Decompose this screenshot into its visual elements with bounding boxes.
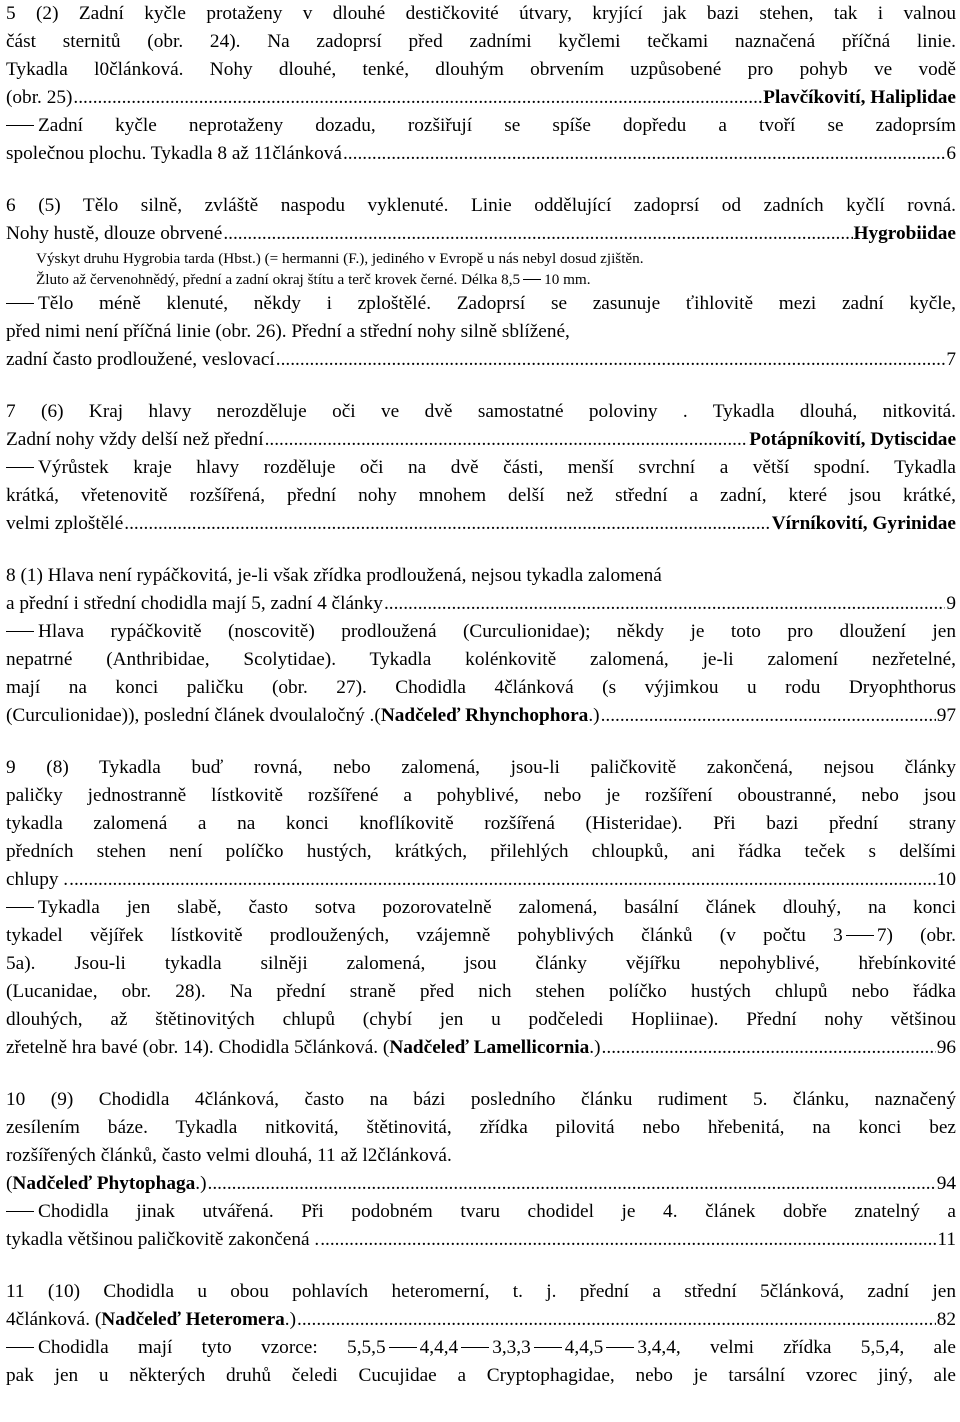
entry-result: 94: [936, 1173, 956, 1194]
leader-dots: [602, 1034, 936, 1062]
entry-result: 96: [936, 1037, 956, 1058]
line-text: Hlava rypáčkovitě (noscovitě) prodloužená (Curculionidae); někdy je toto pro dloužení jen: [38, 621, 956, 642]
text-line: část sternitů (obr. 24). Na zadoprsí před zadními kyčlemi tečkami naznačená příčná linie.: [6, 31, 956, 52]
paragraph-gap: [6, 1062, 956, 1086]
entry-text: Zadní nohy vždy delší než přední: [6, 429, 264, 450]
line-text: 4,4,4: [419, 1337, 459, 1358]
paragraph-gap: [6, 168, 956, 192]
entry-text-part: .): [589, 1037, 601, 1058]
entry-text-part: .): [284, 1309, 297, 1330]
entry-result: 6: [946, 143, 956, 164]
entry-text: tykadla většinou paličkovitě zakončená .: [6, 1229, 320, 1250]
line-text: 3,3,3: [492, 1337, 531, 1358]
leader-dots: [208, 1170, 936, 1198]
text-line: 5a). Jsou-li tykadla silněji zalomená, jsou články vějířku nepohyblivé, hřebínkovité: [6, 953, 956, 974]
text-line: 9 (8) Tykadla buď rovná, nebo zalomená, jsou-li paličkovitě zakončená, nejsou články: [6, 757, 956, 778]
text-line: [6, 290, 956, 318]
entry-text: [6, 1306, 296, 1334]
line-text: Tykadla jen slabě, často sotva pozorovatelně zalomená, basální článek dlouhý, na konci: [38, 897, 956, 918]
note-text: Žluto až červenohnědý, přední a zadní okraj štítu a terč krovek černé. Délka 8,5: [36, 271, 521, 288]
entry-result: 10: [936, 869, 956, 890]
em-dash: [606, 1347, 634, 1348]
em-dash: [6, 907, 34, 908]
entry-result: Plavčíkovití, Haliplidae: [763, 87, 956, 108]
text-line: [6, 454, 956, 482]
entry-text-part: (: [6, 1173, 13, 1194]
em-dash: [523, 279, 541, 280]
text-line: pak jen u některých druhů čeledi Cucujidae a Cryptophagidae, nebo je tarsální vzorec jiný, ale: [6, 1365, 956, 1386]
leader-dots: [601, 702, 936, 730]
entry-result: Vírníkovití, Gyrinidae: [771, 513, 956, 534]
leader-dots: [276, 346, 946, 374]
document-page: [6, 0, 956, 1390]
entry-text: [6, 1170, 207, 1198]
em-dash: [389, 1347, 417, 1348]
superfamily-name: Nadčeleď Phytophaga: [12, 1173, 196, 1194]
note-text: 10 mm.: [544, 271, 591, 288]
superfamily-name: Nadčeleď Heteromera: [101, 1309, 285, 1330]
leader-dots: [124, 510, 770, 538]
entry-result: 7: [946, 349, 956, 370]
key-entry-line: [6, 1034, 956, 1062]
entry-text: a přední i střední chodidla mají 5, zadní 4 články: [6, 593, 383, 614]
text-line: Tykadla l0článková. Nohy dlouhé, tenké, dlouhým obrvením uzpůsobené pro pohyb ve vodě: [6, 59, 956, 80]
superfamily-name: Nadčeleď Lamellicornia: [389, 1037, 590, 1058]
leader-dots: [384, 590, 945, 618]
entry-text: [6, 702, 600, 730]
entry-result: 9: [946, 593, 956, 614]
entry-text: Nohy hustě, dlouze obrvené: [6, 223, 223, 244]
paragraph-gap: [6, 374, 956, 398]
text-line: (Lucanidae, obr. 28). Na přední straně před nich stehen políčko hustých chlupů nebo řádka: [6, 981, 956, 1002]
key-entry-line: [6, 346, 956, 374]
text-line: 10 (9) Chodidla 4článková, často na bázi posledního článku rudiment 5. článku, naznačený: [6, 1089, 956, 1110]
entry-text: (obr. 25): [6, 87, 73, 108]
text-line: [6, 618, 956, 646]
note-line: [6, 269, 956, 290]
paragraph-gap: [6, 538, 956, 562]
text-line: před nimi není příčná linie (obr. 26). Přední a střední nohy silně sblížené,: [6, 321, 570, 342]
text-line: dlouhých, až štětinovitých chlupů (chybí jen u podčeledi Hopliinae). Přední nohy většinou: [6, 1009, 956, 1030]
note-line: Výskyt druhu Hygrobia tarda (Hbst.) (= hermanni (F.), jediného v Evropě u nás nebyl dosud zjištěn.: [36, 250, 644, 267]
key-entry-line: [6, 140, 956, 168]
paragraph-gap: [6, 1254, 956, 1278]
line-text: 3,4,4, velmi zřídka 5,5,4, ale: [637, 1337, 956, 1358]
key-entry-line: [6, 1170, 956, 1198]
key-entry-line: [6, 702, 956, 730]
line-text: 7) (obr.: [876, 925, 956, 946]
entry-text: velmi zploštělé: [6, 513, 124, 534]
em-dash: [461, 1347, 489, 1348]
entry-text: společnou plochu. Tykadla 8 až 11článková: [6, 143, 342, 164]
key-entry-line: [6, 426, 956, 454]
key-entry-line: [6, 220, 956, 248]
text-line: 8 (1) Hlava není rypáčkovitá, je-li však zřídka prodloužená, nejsou tykadla zalomená: [6, 565, 662, 586]
entry-text: zadní často prodloužené, veslovací: [6, 349, 275, 370]
text-line: [6, 922, 956, 950]
entry-text: chlupy .: [6, 869, 69, 890]
text-line: [6, 894, 956, 922]
line-text: Chodidla jinak utvářená. Při podobném tvaru chodidel je 4. článek dobře znatelný a: [38, 1201, 956, 1222]
key-entry-line: [6, 590, 956, 618]
em-dash: [6, 125, 34, 126]
leader-dots: [343, 140, 945, 168]
entry-text-part: (Curculionidae)), poslední článek dvoulaločný .(: [6, 705, 381, 726]
text-line: předních stehen není políčko hustých, krátkých, přilehlých chloupků, ani řádka teček s delšími: [6, 841, 956, 862]
leader-dots: [265, 426, 749, 454]
key-entry-line: [6, 1226, 956, 1254]
entry-text-part: 4článková. (: [6, 1309, 102, 1330]
key-entry-line: [6, 866, 956, 894]
entry-text-part: zřetelně hra bavé (obr. 14). Chodidla 5článková. (: [6, 1037, 390, 1058]
em-dash: [6, 631, 34, 632]
key-entry-line: [6, 84, 956, 112]
text-line: [6, 1334, 956, 1362]
text-line: zesílením báze. Tykadla nitkovitá, štětinovitá, zřídka pilovitá nebo hřebenitá, na konci bez: [6, 1117, 956, 1138]
key-entry-line: [6, 1306, 956, 1334]
text-line: mají na konci paličku (obr. 27). Chodidla 4článková (s výjimkou u rodu Dryophthorus: [6, 677, 956, 698]
line-text: Chodidla mají tyto vzorce: 5,5,5: [38, 1337, 386, 1358]
line-text: Tělo méně klenuté, někdy i zploštělé. Zadoprsí se zasunuje ťihlovitě mezi zadní kyčle,: [38, 293, 956, 314]
leader-dots: [297, 1306, 936, 1334]
line-text: Zadní kyčle neprotaženy dozadu, rozšiřují se spíše dopředu a tvoří se zadoprsím: [38, 115, 956, 136]
entry-text-part: .): [588, 705, 600, 726]
entry-result: Hygrobiidae: [853, 223, 956, 244]
line-text: 4,4,5: [564, 1337, 604, 1358]
em-dash: [6, 303, 34, 304]
key-entry-line: [6, 510, 956, 538]
entry-result: 11: [937, 1229, 956, 1250]
leader-dots: [320, 1226, 936, 1254]
entry-text: [6, 1034, 601, 1062]
em-dash: [6, 1347, 34, 1348]
text-line: 6 (5) Tělo silně, zvláště naspodu vyklenuté. Linie oddělující zadoprsí od zadních kyčlí rovná.: [6, 195, 956, 216]
entry-result: 82: [936, 1309, 956, 1330]
text-line: nepatrné (Anthribidae, Scolytidae). Tykadla kolénkovitě zalomená, je-li zalomení nezřetelné,: [6, 649, 956, 670]
text-line: rozšířených článků, často velmi dlouhá, 11 až l2článková.: [6, 1145, 452, 1166]
superfamily-name: Nadčeleď Rhynchophora: [380, 705, 589, 726]
em-dash: [6, 1211, 34, 1212]
line-text: Výrůstek kraje hlavy rozděluje oči na dvě části, menší svrchní a větší spodní. Tykadla: [38, 457, 956, 478]
text-line: krátká, vřetenovitě rozšířená, přední nohy mnohem delší než střední a zadní, které jsou krátké,: [6, 485, 956, 506]
paragraph-gap: [6, 730, 956, 754]
em-dash: [846, 935, 874, 936]
em-dash: [6, 467, 34, 468]
text-line: 5 (2) Zadní kyčle protaženy v dlouhé destičkovité útvary, kryjící jak bazi stehen, tak i valnou: [6, 3, 956, 24]
entry-text-part: .): [195, 1173, 207, 1194]
text-line: 11 (10) Chodidla u obou pohlavích heteromerní, t. j. přední a střední 5článková, zadní jen: [6, 1281, 956, 1302]
em-dash: [534, 1347, 562, 1348]
leader-dots: [223, 220, 852, 248]
leader-dots: [73, 84, 762, 112]
entry-result: 97: [936, 705, 956, 726]
leader-dots: [69, 866, 936, 894]
text-line: tykadla zalomená a na konci knoflíkovitě rozšířená (Histeridae). Při bazi přední strany: [6, 813, 956, 834]
text-line: paličky jednostranně lístkovitě rozšířené a pohyblivé, nebo je rozšíření oboustranné, nebo jsou: [6, 785, 956, 806]
entry-result: Potápníkovití, Dytiscidae: [749, 429, 956, 450]
text-line: [6, 112, 956, 140]
line-text: tykadel vějířek lístkovitě prodloužených, vzájemně pohyblivých článků (v počtu 3: [6, 925, 843, 946]
text-line: 7 (6) Kraj hlavy nerozděluje oči ve dvě samostatné poloviny . Tykadla dlouhá, nitkovitá.: [6, 401, 956, 422]
text-line: [6, 1198, 956, 1226]
